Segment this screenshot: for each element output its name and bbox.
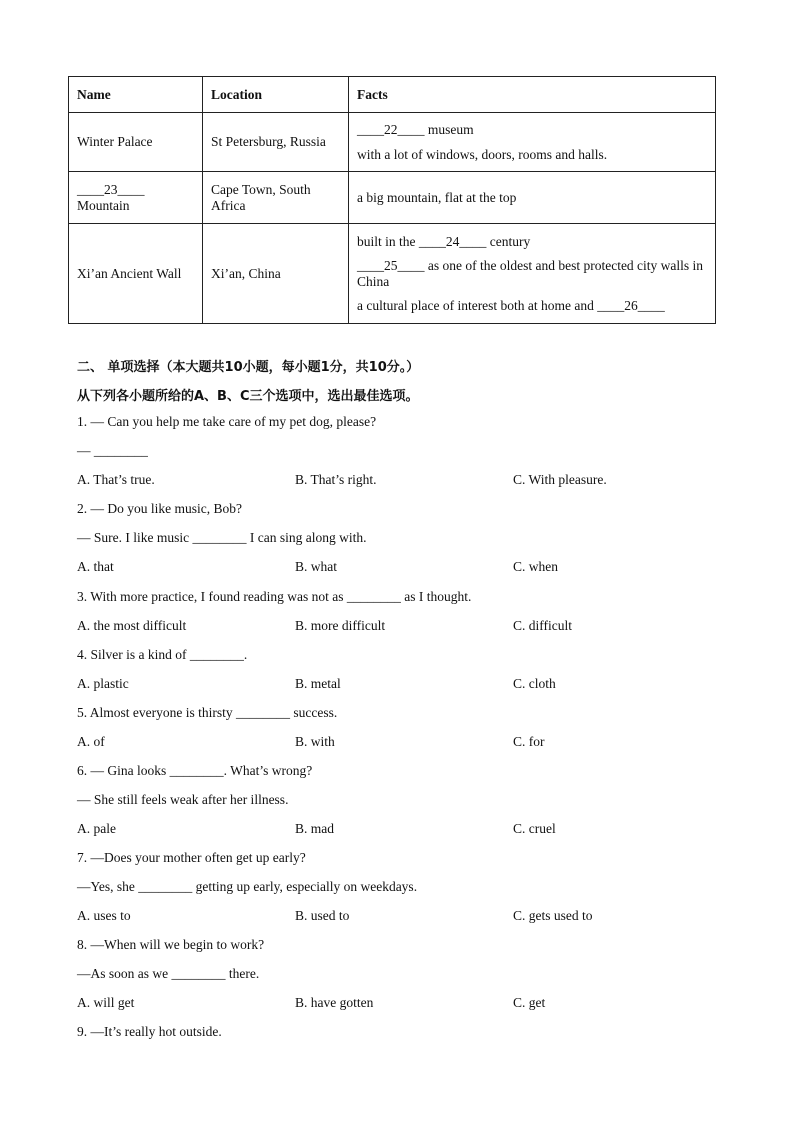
question-line: — Sure. I like music ________ I can sing along with. [77,530,367,545]
question-stem: 1. — Can you help me take care of my pet dog, please? [77,414,377,429]
option-c: C. when [513,559,558,574]
question-stem: 9. —It’s really hot outside. [77,1024,222,1039]
option-c: C. gets used to [513,908,593,923]
option-b: B. mad [295,821,334,836]
header-name: Name [69,77,203,113]
fact-line: with a lot of windows, doors, rooms and halls. [357,146,608,162]
option-a: A. of [77,734,105,749]
question-stem: 4. Silver is a kind of ________. [77,647,248,662]
option-c: C. difficult [513,618,572,633]
cell-facts [349,113,716,172]
fact-line: ____25____ as one of the oldest and best protected city walls in China [357,257,704,289]
cell-name: Xi’an Ancient Wall [69,224,203,324]
option-b: B. what [295,559,337,574]
question-stem: 3. With more practice, I found reading was not as ________ as I thought. [77,589,472,604]
question-stem: 5. Almost everyone is thirsty ________ success. [77,705,338,720]
question-stem: 7. —Does your mother often get up early? [77,850,306,865]
question-line: —Yes, she ________ getting up early, especially on weekdays. [77,879,418,894]
option-b: B. used to [295,908,350,923]
option-c: C. for [513,734,545,749]
question-line: —As soon as we ________ there. [77,966,260,981]
option-a: A. uses to [77,908,131,923]
cell-facts [349,224,716,324]
option-a: A. That’s true. [77,472,155,487]
option-c: C. With pleasure. [513,472,607,487]
cell-location: St Petersburg, Russia [203,113,349,172]
option-a: A. that [77,559,114,574]
cell-name: Winter Palace [69,113,203,172]
table-header-row [69,77,716,113]
cell-location: Cape Town, South Africa [203,172,349,224]
fact-line: ____22____ museum [357,121,474,137]
header-facts: Facts [349,77,716,113]
option-a: A. plastic [77,676,129,691]
option-b: B. with [295,734,335,749]
option-b: B. have gotten [295,995,374,1010]
section-title: 二、 单项选择（本大题共10小题，每小题1分，共10分。） [77,360,420,375]
cell-location: Xi’an, China [203,224,349,324]
table-row [69,172,716,224]
option-a: A. pale [77,821,116,836]
fact-line: a big mountain, flat at the top [357,189,517,205]
header-location: Location [203,77,349,113]
table-row [69,224,716,324]
fact-line: a cultural place of interest both at home and ____26____ [357,297,665,313]
option-c: C. cloth [513,676,556,691]
cell-name: ____23____ Mountain [69,172,203,224]
option-a: A. the most difficult [77,618,187,633]
cell-facts [349,172,716,224]
option-c: C. cruel [513,821,556,836]
option-c: C. get [513,995,546,1010]
question-line: — ________ [77,443,148,458]
question-stem: 6. — Gina looks ________. What’s wrong? [77,763,313,778]
option-b: B. That’s right. [295,472,377,487]
question-line: — She still feels weak after her illness. [77,792,289,807]
option-a: A. will get [77,995,135,1010]
fact-line: built in the ____24____ century [357,233,531,249]
section-instruction: 从下列各小题所给的A、B、C三个选项中，选出最佳选项。 [77,389,419,404]
question-stem: 2. — Do you like music, Bob? [77,501,242,516]
question-stem: 8. —When will we begin to work? [77,937,265,952]
option-b: B. metal [295,676,341,691]
info-table [68,76,716,324]
table-row [69,113,716,172]
option-b: B. more difficult [295,618,386,633]
